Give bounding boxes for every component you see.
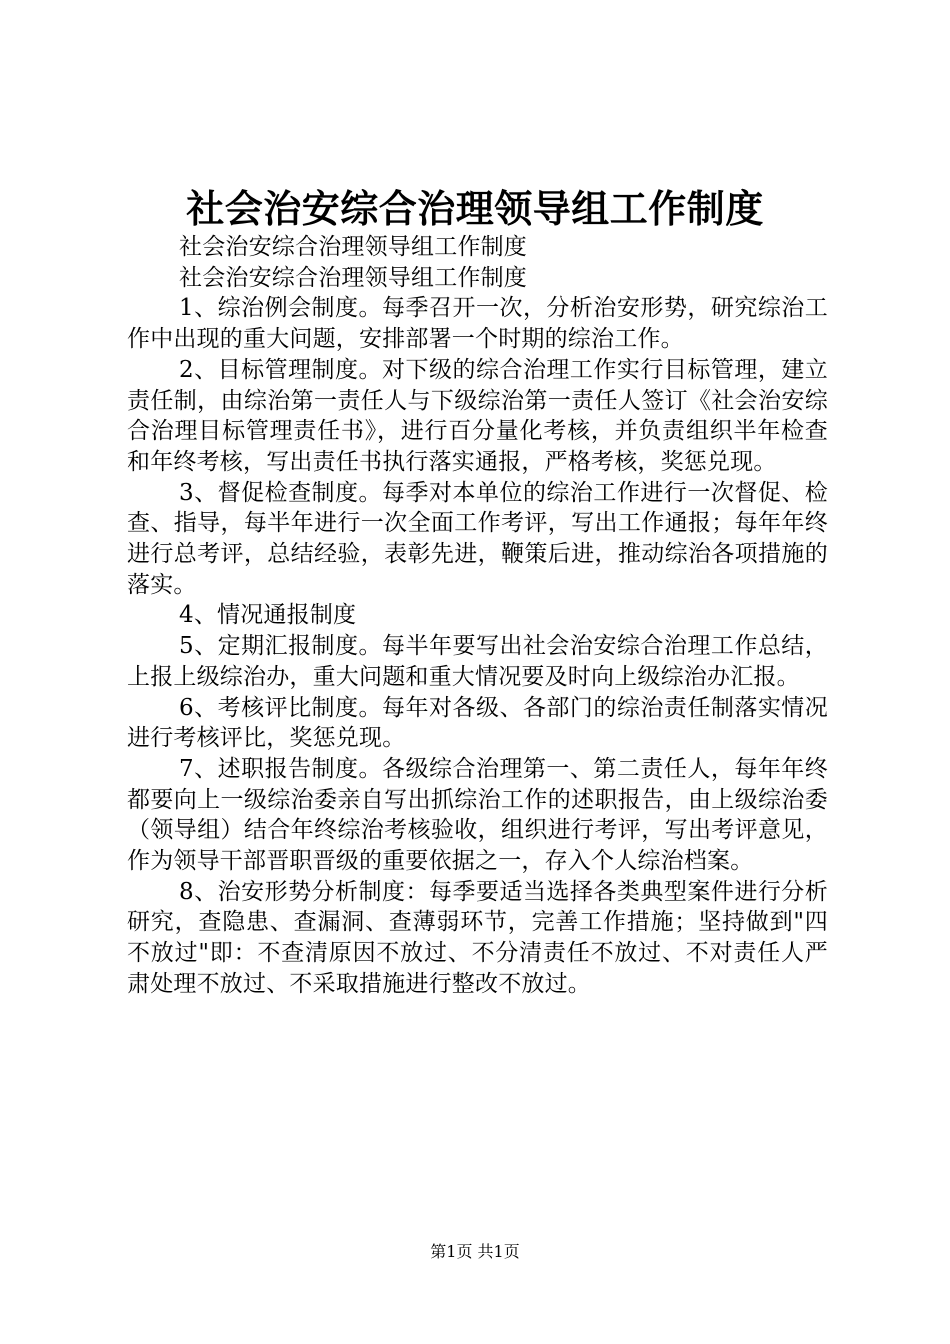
document-body <box>127 232 828 1000</box>
paragraph-item-5: 5、定期汇报制度。每半年要写出社会治安综合治理工作总结，上报上级综治办，重大问题和重大情况要及时向上级综治办汇报。 <box>127 633 828 690</box>
paragraph-item-2: 2、目标管理制度。对下级的综合治理工作实行目标管理，建立责任制，由综治第一责任人与下级综治第一责任人签订《社会治安综合治理目标管理责任书》，进行百分量化考核，并负责组织半年检查和年终考核，写出责任书执行落实通报，严格考核，奖惩兑现。 <box>127 356 828 475</box>
paragraph-item-1: 1、综治例会制度。每季召开一次，分析治安形势，研究综治工作中出现的重大问题，安排部署一个时期的综治工作。 <box>127 295 828 353</box>
paragraph-item-4: 4、情况通报制度 <box>179 602 357 629</box>
subtitle-line: 社会治安综合治理领导组工作制度 <box>179 264 527 291</box>
page-title: 社会治安综合治理领导组工作制度 <box>186 186 764 231</box>
paragraph-item-8: 8、治安形势分析制度：每季要适当选择各类典型案件进行分析研究，查隐患、查漏洞、查薄弱环节，完善工作措施；坚持做到"四不放过"即：不查清原因不放过、不分清责任不放过、不对责任人严肃处理不放过、不采取措施进行整改不放过。 <box>127 878 828 997</box>
subtitle-line: 社会治安综合治理领导组工作制度 <box>179 234 527 260</box>
paragraph-item-6: 6、考核评比制度。每年对各级、各部门的综治责任制落实情况进行考核评比，奖惩兑现。 <box>127 694 828 752</box>
page-footer: 第1页 共1页 <box>430 1242 520 1261</box>
paragraph-item-3: 3、督促检查制度。每季对本单位的综治工作进行一次督促、检查、指导，每半年进行一次全面工作考评，写出工作通报；每年年终进行总考评，总结经验，表彰先进，鞭策后进，推动综治各项措施的落实。 <box>127 479 828 598</box>
paragraph-item-7: 7、述职报告制度。各级综合治理第一、第二责任人，每年年终都要向上一级综治委亲自写出抓综治工作的述职报告，由上级综治委（领导组）结合年终综治考核验收，组织进行考评，写出考评意见，作为领导干部晋职晋级的重要依据之一，存入个人综治档案。 <box>127 755 828 875</box>
